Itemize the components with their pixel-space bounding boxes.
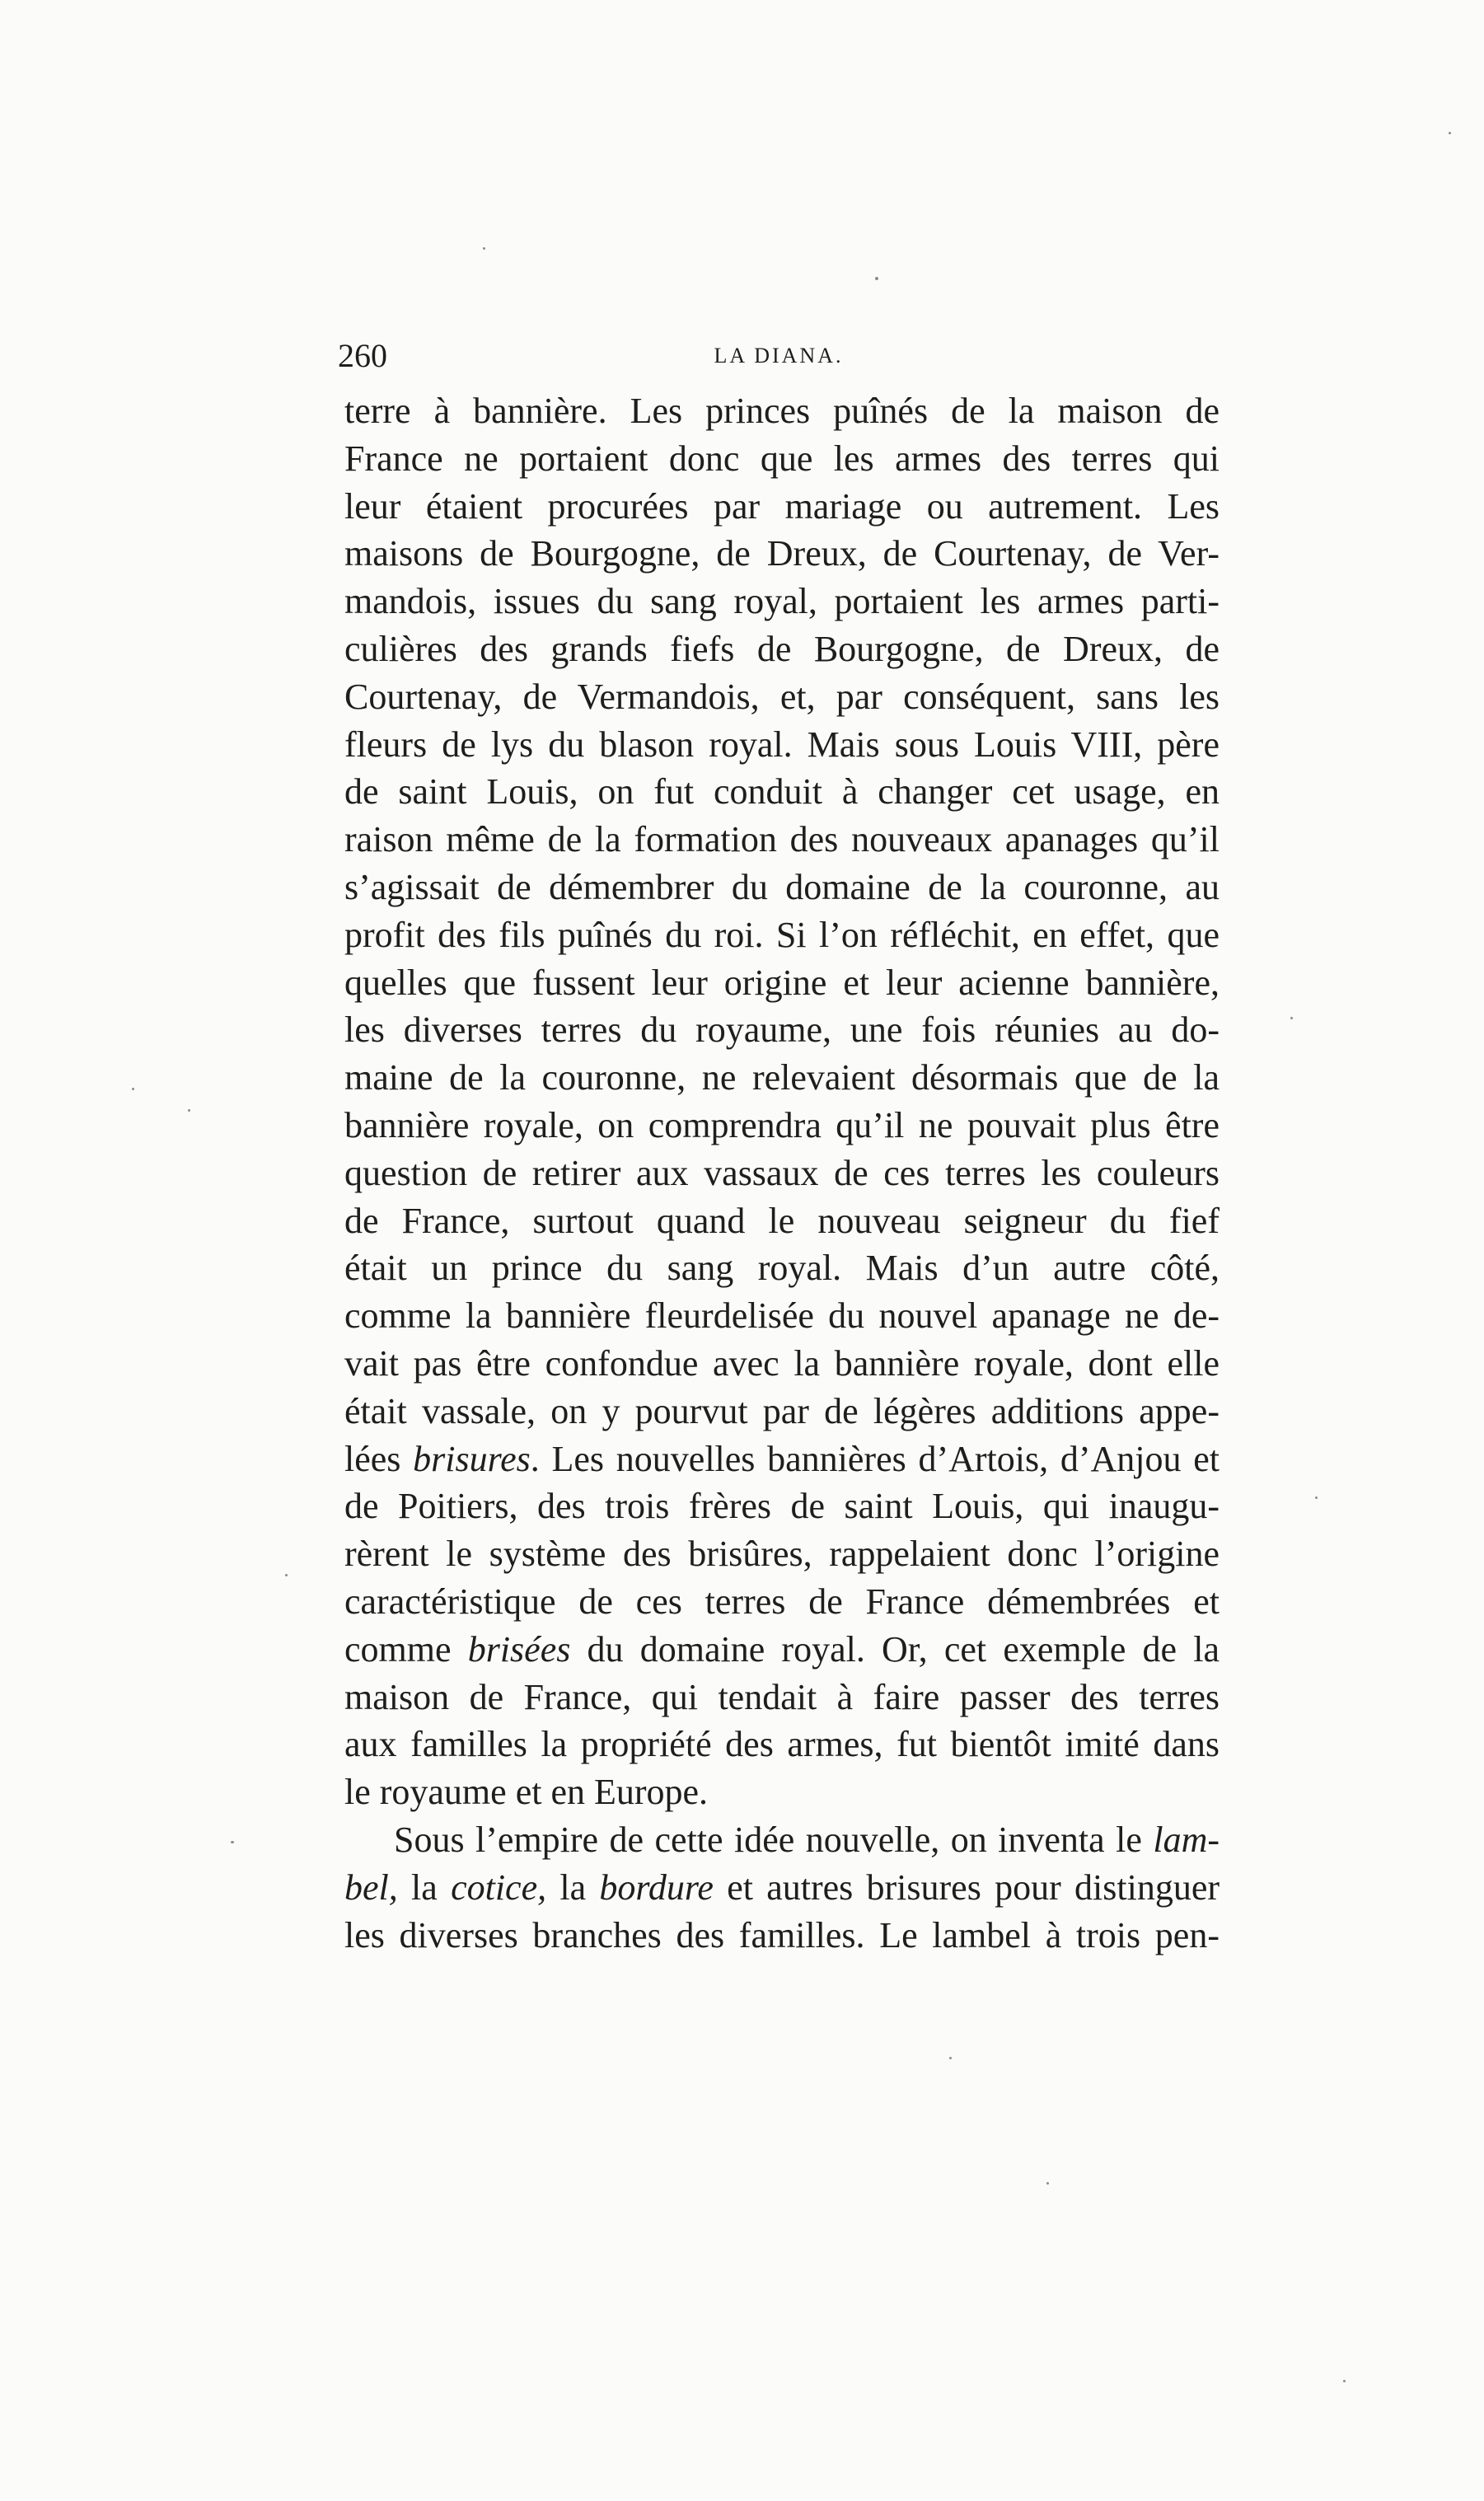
- text-line: de France, surtout quand le nouveau seigneur du fief: [344, 1200, 1220, 1241]
- text-run: et autres brisures pour distinguer: [713, 1866, 1220, 1908]
- paper-speck: [1343, 2380, 1346, 2382]
- text-line: leur étaient procurées par mariage ou autrement. Les: [344, 485, 1220, 527]
- text-line: [344, 1864, 1220, 1912]
- text-run: Sous l’empire de cette idée nouvelle, on inventa le: [394, 1819, 1154, 1860]
- page-header: [338, 331, 1220, 381]
- body-text: [344, 387, 1220, 1959]
- text-line: s’agissait de démembrer du domaine de la couronne, au: [344, 866, 1220, 907]
- text-line: raison même de la formation des nouveaux apanages qu’il: [344, 819, 1220, 860]
- text-line: de Poitiers, des trois frères de saint Louis, qui inaugu-: [344, 1486, 1220, 1527]
- text-line: Courtenay, de Vermandois, et, par conséquent, sans les: [344, 676, 1220, 717]
- text-run: lées: [344, 1438, 414, 1479]
- paper-speck: [1449, 132, 1451, 134]
- text-line: était un prince du sang royal. Mais d’un autre côté,: [344, 1248, 1220, 1289]
- text-run: du domaine royal. Or, cet exemple de la: [570, 1628, 1220, 1670]
- paper-speck: [188, 1109, 190, 1112]
- text-line: les diverses branches des familles. Le lambel à trois pen-: [344, 1914, 1220, 1955]
- text-line: aux familles la propriété des armes, fut bientôt imité dans: [344, 1724, 1220, 1765]
- text-line: fleurs de lys du blason royal. Mais sous Louis VIII, père: [344, 724, 1220, 765]
- text-line: bannière royale, on comprendra qu’il ne pouvait plus être: [344, 1104, 1220, 1145]
- running-title: LA DIANA.: [714, 344, 844, 368]
- text-line: maison de France, qui tendait à faire passer des terres: [344, 1676, 1220, 1717]
- italic-term: lam-: [1153, 1819, 1220, 1860]
- paragraph-1: [344, 387, 1220, 1816]
- text-line: maine de la couronne, ne relevaient désormais que de la: [344, 1057, 1220, 1098]
- text-line: culières des grands fiefs de Bourgogne, de Dreux, de: [344, 628, 1220, 669]
- page-number: 260: [338, 337, 387, 374]
- paper-speck: [483, 247, 485, 250]
- text-line: les diverses terres du royaume, une fois réunies au do-: [344, 1009, 1220, 1051]
- text-run: la: [546, 1866, 600, 1908]
- paper-speck: [949, 2057, 952, 2059]
- text-line: était vassale, on y pourvut par de légères additions appe-: [344, 1390, 1220, 1431]
- text-line: profit des fils puînés du roi. Si l’on réfléchit, en effet, que: [344, 914, 1220, 955]
- text-run: la: [397, 1866, 452, 1908]
- text-line: caractéristique de ces terres de France démembrées et: [344, 1581, 1220, 1622]
- text-line: maisons de Bourgogne, de Dreux, de Courtenay, de Ver-: [344, 533, 1220, 574]
- text-run: comme: [344, 1628, 468, 1670]
- text-line: question de retirer aux vassaux de ces terres les couleurs: [344, 1152, 1220, 1193]
- text-line: France ne portaient donc que les armes des terres qui: [344, 438, 1220, 479]
- text-run: . Les nouvelles bannières d’Artois, d’Anjou et: [530, 1438, 1220, 1479]
- italic-term: bordure: [599, 1866, 714, 1908]
- text-line: [344, 1626, 1220, 1674]
- paper-speck: [1290, 1017, 1293, 1019]
- text-line: mandois, issues du sang royal, portaient les armes parti-: [344, 581, 1220, 622]
- text-line: rèrent le système des brisûres, rappelaient donc l’origine: [344, 1534, 1220, 1575]
- text-line: quelles que fussent leur origine et leur acienne bannière,: [344, 962, 1220, 1003]
- paper-speck: [1315, 1496, 1318, 1499]
- paper-speck: [231, 1841, 234, 1843]
- italic-term: brisures: [413, 1438, 531, 1479]
- italic-term: bel,: [344, 1866, 398, 1908]
- paragraph-2: [344, 1816, 1220, 1959]
- paper-speck: [875, 277, 878, 280]
- text-line: de saint Louis, on fut conduit à changer cet usage, en: [344, 771, 1220, 813]
- text-line: comme la bannière fleurdelisée du nouvel apanage ne de-: [344, 1295, 1220, 1337]
- text-line: [344, 1435, 1220, 1483]
- paper-speck: [132, 1088, 134, 1090]
- text-line: le royaume et en Europe.: [344, 1772, 709, 1813]
- italic-term: brisées: [467, 1628, 571, 1670]
- text-line: terre à bannière. Les princes puînés de la maison de: [344, 391, 1220, 431]
- italic-term: cotice,: [451, 1866, 547, 1908]
- text-line: vait pas être confondue avec la bannière royale, dont elle: [344, 1342, 1220, 1384]
- paper-speck: [1046, 2182, 1049, 2185]
- text-line: [344, 1816, 1220, 1864]
- paper-speck: [285, 1574, 288, 1576]
